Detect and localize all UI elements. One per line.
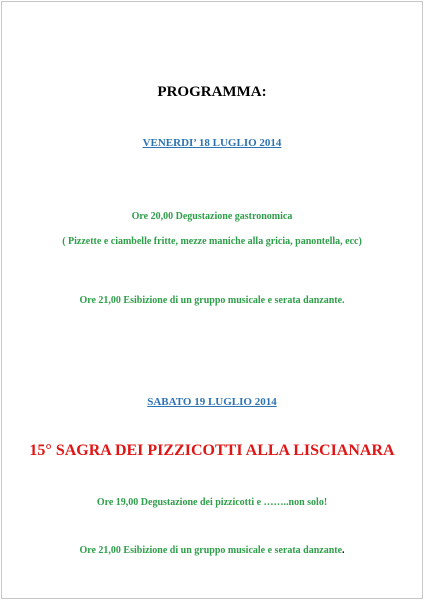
day-2-event-music-text: Ore 21,00 Esibizione di un gruppo musicale e serata danzante bbox=[79, 545, 343, 556]
day-1-event-music: Ore 21,00 Esibizione di un gruppo musicale e serata danzante. bbox=[79, 295, 345, 306]
day-2-event-music bbox=[0, 545, 424, 556]
day-2-date: SABATO 19 LUGLIO 2014 bbox=[147, 396, 277, 408]
day-1-event-tasting: Ore 20,00 Degustazione gastronomica bbox=[131, 211, 293, 222]
day-2-event-music-period: . bbox=[342, 545, 345, 556]
day-2-event-tasting: Ore 19,00 Degustazione dei pizzicotti e ……..non solo! bbox=[96, 497, 328, 508]
day-1-date: VENERDI’ 18 LUGLIO 2014 bbox=[142, 137, 282, 149]
festival-headline: 15° SAGRA DEI PIZZICOTTI ALLA LISCIANARA bbox=[29, 442, 395, 459]
day-1-menu-note: ( Pizzette e ciambelle fritte, mezze maniche alla gricia, panontella, ecc) bbox=[62, 236, 362, 247]
program-title: PROGRAMMA: bbox=[157, 84, 267, 100]
